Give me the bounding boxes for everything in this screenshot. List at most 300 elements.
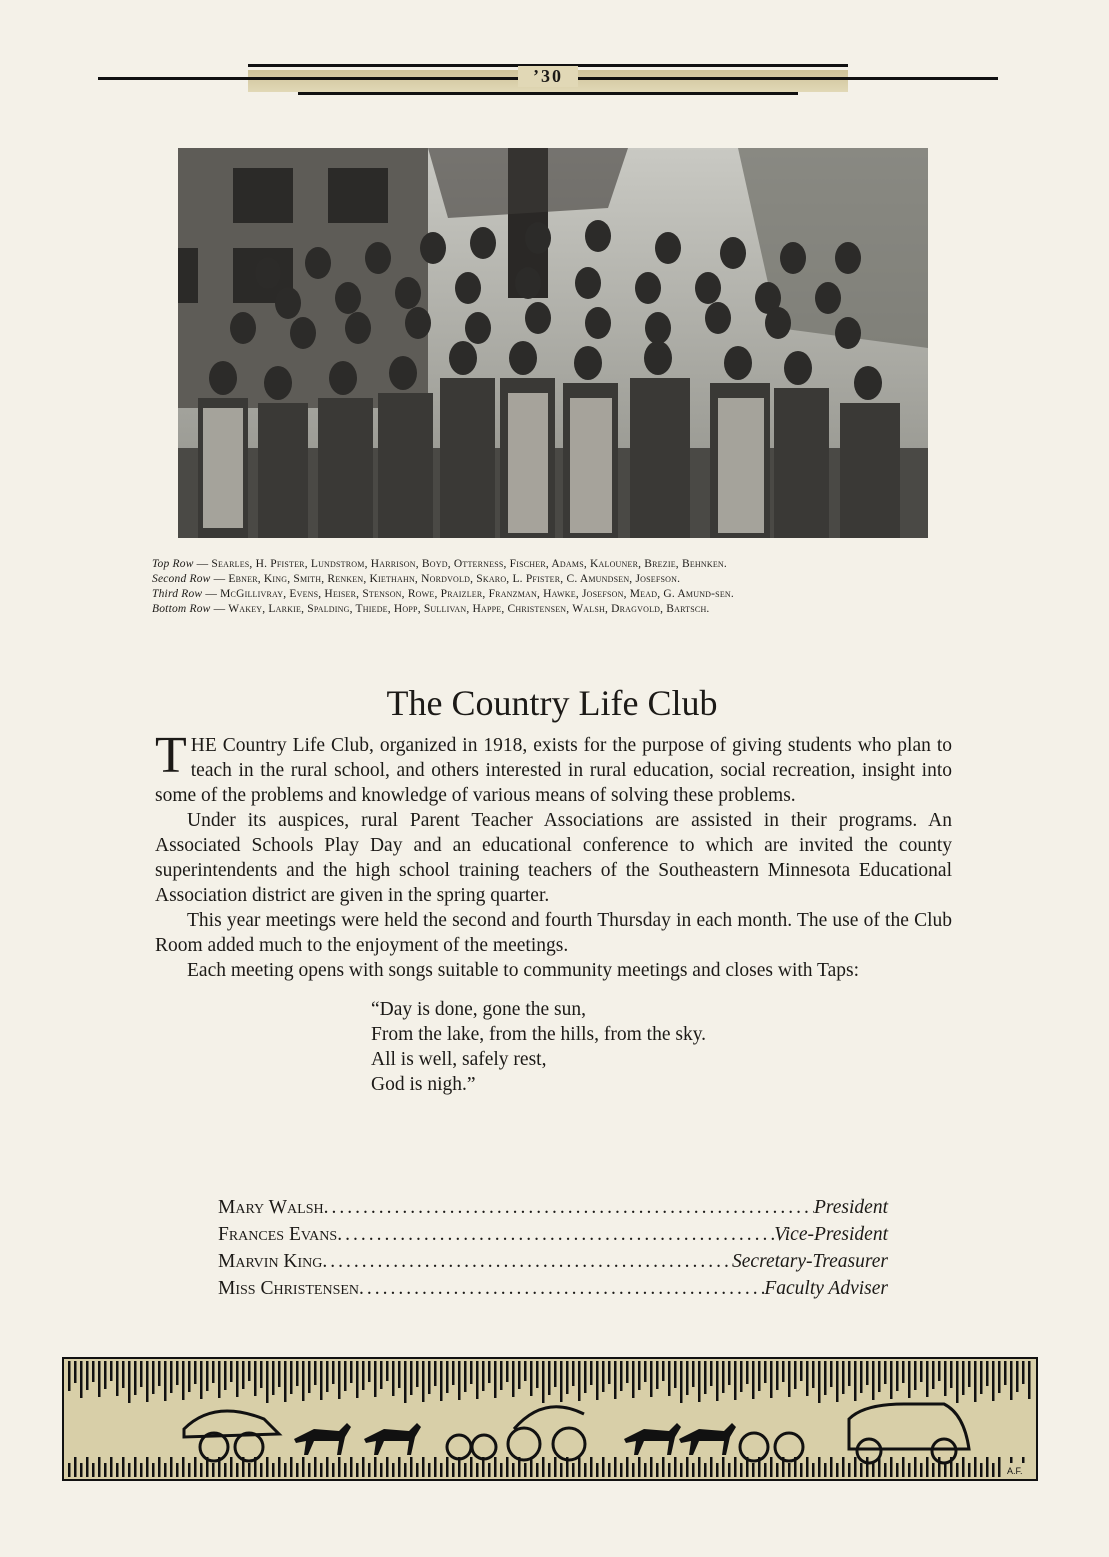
hatch-line [206,1361,209,1391]
hatch-line [314,1361,317,1385]
hatch-line [860,1361,863,1393]
caption-row-names: — Ebner, King, Smith, Renken, Kiethahn, Nordvold, Skaro, L. Pfister, C. Amundsen, Josefson. [213,573,681,585]
paragraph-3: This year meetings were held the second and fourth Thursday in each month. The use of the Club Room added much to the enjoyment of the meetings. [155,910,952,956]
hatch-line [710,1457,713,1477]
hatch-line [968,1463,971,1477]
hatch-line [332,1361,335,1384]
officer-role: President [813,1197,888,1218]
hatch-line [194,1361,197,1384]
hatch-line [602,1457,605,1477]
hatch-line [716,1361,719,1401]
hatch-line [350,1457,353,1477]
hatch-line [770,1361,773,1398]
hatch-line [128,1463,131,1477]
hatch-line [248,1361,251,1381]
hatch-line [434,1361,437,1386]
hatch-line [428,1361,431,1394]
poem-line: From the lake, from the hills, from the sky. [371,1024,707,1045]
hatch-line [440,1361,443,1401]
hatch-line [650,1457,653,1477]
hatch-line [902,1457,905,1477]
hatch-line [374,1361,377,1397]
hatch-line [782,1361,785,1382]
hatch-line [746,1361,749,1384]
caption-row-label: Third Row [152,588,203,600]
caption-row-names: — Wakey, Larkie, Spalding, Thiede, Hopp, Sullivan, Happe, Christensen, Walsh, Dragvold, Bartsch. [213,603,710,615]
hatch-line [872,1361,875,1400]
hatch-line [728,1361,731,1385]
officer-name: Mary Walsh [218,1197,324,1218]
hatch-line [644,1463,647,1477]
hatch-line [494,1361,497,1398]
hatch-line [392,1463,395,1477]
hatch-line [176,1463,179,1477]
hatch-line [962,1457,965,1477]
hatch-line [74,1361,77,1383]
hatch-line [536,1463,539,1477]
hatch-line [548,1361,551,1395]
hatch-line [362,1361,365,1390]
hatch-line [662,1457,665,1477]
hatch-line [944,1361,947,1396]
hatch-line [1004,1361,1007,1385]
header-year: ’30 [518,66,578,87]
hatch-line [722,1361,725,1393]
hatch-line [134,1361,137,1395]
hatch-line [446,1457,449,1477]
hatch-line [578,1361,581,1401]
header-rule-left [98,77,518,80]
hatch-line [326,1361,329,1392]
hatch-line [254,1361,257,1396]
page-title: The Country Life Club [386,683,718,723]
hatch-line [296,1463,299,1477]
hatch-line [596,1463,599,1477]
hatch-line [290,1361,293,1394]
hatch-line [836,1463,839,1477]
hatch-line [830,1361,833,1387]
hatch-line [560,1361,563,1402]
hatch-line [638,1457,641,1477]
hatch-line [104,1361,107,1389]
hatch-line [806,1457,809,1477]
hatch-line [338,1457,341,1477]
hatch-line [656,1463,659,1477]
hatch-line [590,1457,593,1477]
hatch-line [980,1463,983,1477]
hatch-line [140,1361,143,1387]
hatch-line [284,1361,287,1402]
hatch-line [812,1463,815,1477]
hatch-line [620,1361,623,1391]
hatch-line [338,1361,341,1399]
hatch-line [470,1361,473,1384]
hatch-line [344,1463,347,1477]
hatch-line [956,1361,959,1403]
hatch-line [200,1463,203,1477]
hatch-line [842,1457,845,1477]
hatch-line [830,1457,833,1477]
hatch-line [74,1457,77,1477]
hatch-line [680,1361,683,1403]
hatch-line [938,1361,941,1381]
hatch-line [668,1463,671,1477]
hatch-line [632,1463,635,1477]
hatch-line [590,1361,593,1385]
hatch-line [800,1463,803,1477]
hatch-line [80,1463,83,1477]
hatch-line [164,1361,167,1401]
hatch-line [812,1361,815,1388]
hatch-line [224,1463,227,1477]
caption-row-label: Bottom Row [152,603,211,615]
hatch-line [224,1361,227,1390]
hatch-line [470,1457,473,1477]
hatch-line [152,1463,155,1477]
hatch-line [398,1457,401,1477]
hatch-line [626,1457,629,1477]
hatch-line [554,1361,557,1387]
officer-role: Faculty Adviser [764,1278,888,1299]
hatch-line [128,1361,131,1403]
hatch-line [1028,1361,1031,1399]
hatch-line [308,1361,311,1393]
hatch-line [626,1361,629,1383]
hatch-line [926,1361,929,1397]
hatch-line [992,1361,995,1401]
page-header-rule [98,62,998,98]
hatch-line [794,1361,797,1389]
hatch-line [212,1463,215,1477]
hatch-line [68,1361,71,1391]
hatch-line [482,1361,485,1391]
hatch-line [296,1361,299,1386]
hatch-line [464,1361,467,1392]
paragraph-4: Each meeting opens with songs suitable to community meetings and closes with Taps: [187,960,860,981]
hatch-line [320,1463,323,1477]
hatch-line [356,1361,359,1398]
hatch-line [230,1361,233,1382]
officer-role: Vice-President [774,1224,888,1245]
hatch-line [488,1361,491,1383]
hatch-line [290,1457,293,1477]
hatch-line [248,1463,251,1477]
hatch-line [302,1361,305,1401]
hatch-line [860,1463,863,1477]
hatch-line [530,1361,533,1396]
hatch-line [416,1463,419,1477]
hatch-line [920,1361,923,1382]
hatch-line [998,1457,1001,1477]
hatch-line [584,1361,587,1393]
hatch-line [476,1463,479,1477]
leader-dots [324,1194,814,1221]
hatch-line [278,1361,281,1387]
hatch-line [392,1361,395,1396]
hatch-line [422,1457,425,1477]
officer-row [218,1275,888,1302]
hatch-line [434,1457,437,1477]
hatch-line [728,1463,731,1477]
hatch-line [884,1463,887,1477]
hatch-line [548,1463,551,1477]
hatch-line [572,1361,575,1386]
hatch-line [386,1361,389,1381]
caption-row-names: — McGillivray, Evens, Heiser, Stenson, Rowe, Praizler, Franzman, Hawke, Josefson, Mead, G. Amund-sen. [205,588,734,600]
hatch-line [998,1361,1001,1393]
officer-name: Marvin King [218,1251,323,1272]
hatch-line [920,1463,923,1477]
hatch-line [512,1361,515,1397]
hatch-line [788,1361,791,1397]
hatch-line [410,1457,413,1477]
hatch-line [314,1457,317,1477]
officer-row [218,1221,888,1248]
hatch-line [488,1463,491,1477]
hatch-line [944,1463,947,1477]
hatch-line [932,1463,935,1477]
hatch-line [572,1463,575,1477]
hatch-line [974,1457,977,1477]
hatch-line [116,1463,119,1477]
hatch-line [284,1463,287,1477]
officer-row [218,1194,888,1221]
hatch-line [326,1457,329,1477]
hatch-line [320,1361,323,1400]
hatch-line [272,1463,275,1477]
hatch-line [962,1361,965,1395]
hatch-line [368,1361,371,1382]
hatch-line [188,1463,191,1477]
hatch-line [176,1361,179,1385]
hatch-line [908,1361,911,1398]
caption-row-top [152,557,962,572]
hatch-line [716,1463,719,1477]
hatch-line [440,1463,443,1477]
hatch-line [260,1463,263,1477]
hatch-line [584,1463,587,1477]
poem-line: God is nigh.” [371,1074,476,1095]
hatch-line [560,1463,563,1477]
hatch-line [218,1361,221,1398]
hatch-line [932,1361,935,1389]
hatch-line [734,1457,737,1477]
hatch-line [878,1361,881,1392]
hatch-line [914,1361,917,1390]
hatch-line [776,1463,779,1477]
hatch-line [596,1361,599,1400]
hatch-line [752,1361,755,1399]
hatch-line [614,1361,617,1399]
hatch-line [764,1361,767,1383]
officer-role: Secretary-Treasurer [732,1251,888,1272]
hatch-line [464,1463,467,1477]
hatch-line [260,1361,263,1388]
hatch-line [122,1457,125,1477]
group-photo-image [178,148,928,538]
group-photo [178,148,928,538]
hatch-line [458,1361,461,1400]
hatch-line [848,1463,851,1477]
hatch-line [650,1361,653,1397]
hatch-line [452,1463,455,1477]
hatch-line [146,1361,149,1402]
hatch-line [578,1457,581,1477]
hatch-line [806,1361,809,1396]
hatch-line [686,1457,689,1477]
paragraph-1-text: HE Country Life Club, organized in 1918, exists for the purpose of giving students who plan to teach in the rural school, and others interested in rural education, social recreation, insight into some of the problems and knowledge of various means of solving these problems. [155,735,952,806]
transport-frieze-image [64,1359,1036,1479]
hatch-line [104,1463,107,1477]
hatch-line [704,1361,707,1394]
hatch-line [740,1361,743,1392]
hatch-line [332,1463,335,1477]
hatch-line [818,1361,821,1403]
hatch-line [686,1361,689,1395]
hatch-line [266,1457,269,1477]
hatch-line [818,1457,821,1477]
officer-name: Frances Evans [218,1224,338,1245]
hatch-line [230,1457,233,1477]
paragraph-2: Under its auspices, rural Parent Teacher Associations are assisted in their programs. An Associated Schools Play Day and an educational conference to which are invited the county superintendents and the high school training teachers of the Southeastern Minnesota Educational Association district are given in the spring quarter. [155,810,952,906]
hatch-line [632,1361,635,1398]
hatch-line [122,1361,125,1388]
hatch-line [446,1361,449,1393]
hatch-line [194,1457,197,1477]
hatch-line [890,1361,893,1399]
hatch-line [500,1463,503,1477]
hatch-line [896,1361,899,1391]
hatch-line [476,1361,479,1399]
hatch-line [854,1457,857,1477]
hatch-line [380,1361,383,1389]
hatch-line [380,1463,383,1477]
hatch-line [68,1463,71,1477]
hatch-line [566,1361,569,1394]
hatch-line [680,1463,683,1477]
hatch-line [272,1361,275,1395]
hatch-line [926,1457,929,1477]
hatch-line [350,1361,353,1383]
hatch-line [788,1463,791,1477]
hatch-line [758,1361,761,1391]
hatch-line [692,1361,695,1387]
hatch-line [710,1361,713,1386]
hatch-line [956,1463,959,1477]
hatch-line [494,1457,497,1477]
hatch-line [1010,1361,1013,1400]
hatch-line [506,1457,509,1477]
hatch-line [92,1463,95,1477]
caption-row-label: Top Row [152,558,194,570]
hatch-line [740,1463,743,1477]
hatch-line [824,1361,827,1395]
hatch-line [266,1361,269,1403]
hatch-line [386,1457,389,1477]
hatch-line [908,1463,911,1477]
leader-dots [322,1248,732,1275]
hatch-line [236,1361,239,1397]
hatch-line [836,1361,839,1402]
hatch-line [146,1457,149,1477]
poem-line: All is well, safely rest, [371,1049,547,1070]
artist-signature: A.F. [1007,1466,1023,1476]
caption-row-third [152,587,962,602]
hatch-line [752,1463,755,1477]
hatch-line [170,1457,173,1477]
paragraph-1 [155,727,952,808]
hatch-line [500,1361,503,1390]
hatch-line [182,1361,185,1400]
hatch-line [362,1457,365,1477]
hatch-line [734,1361,737,1400]
hatch-line [1022,1361,1025,1384]
leader-dots [337,1221,774,1248]
hatch-line [698,1457,701,1477]
hatch-line [98,1361,101,1397]
hatch-line [866,1361,869,1385]
hatch-line [404,1463,407,1477]
hatch-line [158,1457,161,1477]
hatch-line [776,1361,779,1390]
hatch-line [980,1361,983,1394]
hatch-line [602,1361,605,1392]
hatch-line [914,1457,917,1477]
hatch-line [404,1361,407,1403]
hatch-line [452,1361,455,1385]
hatch-line [896,1463,899,1477]
hatch-line [236,1463,239,1477]
hatch-line [80,1361,83,1398]
hatch-line [410,1361,413,1395]
hatch-line [110,1457,113,1477]
hatch-line [674,1457,677,1477]
hatch-line [656,1361,659,1389]
hatch-line [308,1463,311,1477]
hatch-line [242,1361,245,1389]
hatch-line [644,1361,647,1382]
hatch-line [356,1463,359,1477]
header-rule-bottom [298,92,798,95]
hatch-line [608,1463,611,1477]
hatch-line [662,1361,665,1381]
hatch-line [158,1361,161,1386]
hatch-line [86,1457,89,1477]
hatch-line [344,1361,347,1391]
hatch-line [692,1463,695,1477]
hatch-line [542,1361,545,1403]
hatch-line [506,1361,509,1382]
hatch-line [374,1457,377,1477]
hatch-line [764,1463,767,1477]
leader-dots [359,1275,764,1302]
drop-cap: T [155,727,187,784]
officer-row [218,1248,888,1275]
hatch-line [968,1361,971,1387]
hatch-line [116,1361,119,1396]
hatch-line [302,1457,305,1477]
hatch-line [842,1361,845,1394]
hatch-line [536,1361,539,1388]
hatch-line [278,1457,281,1477]
hatch-line [800,1361,803,1381]
officer-name: Miss Christensen [218,1278,360,1299]
hatch-line [512,1463,515,1477]
hatch-line [614,1457,617,1477]
hatch-line [854,1361,857,1401]
article-body [155,727,952,1097]
hatch-line [542,1457,545,1477]
